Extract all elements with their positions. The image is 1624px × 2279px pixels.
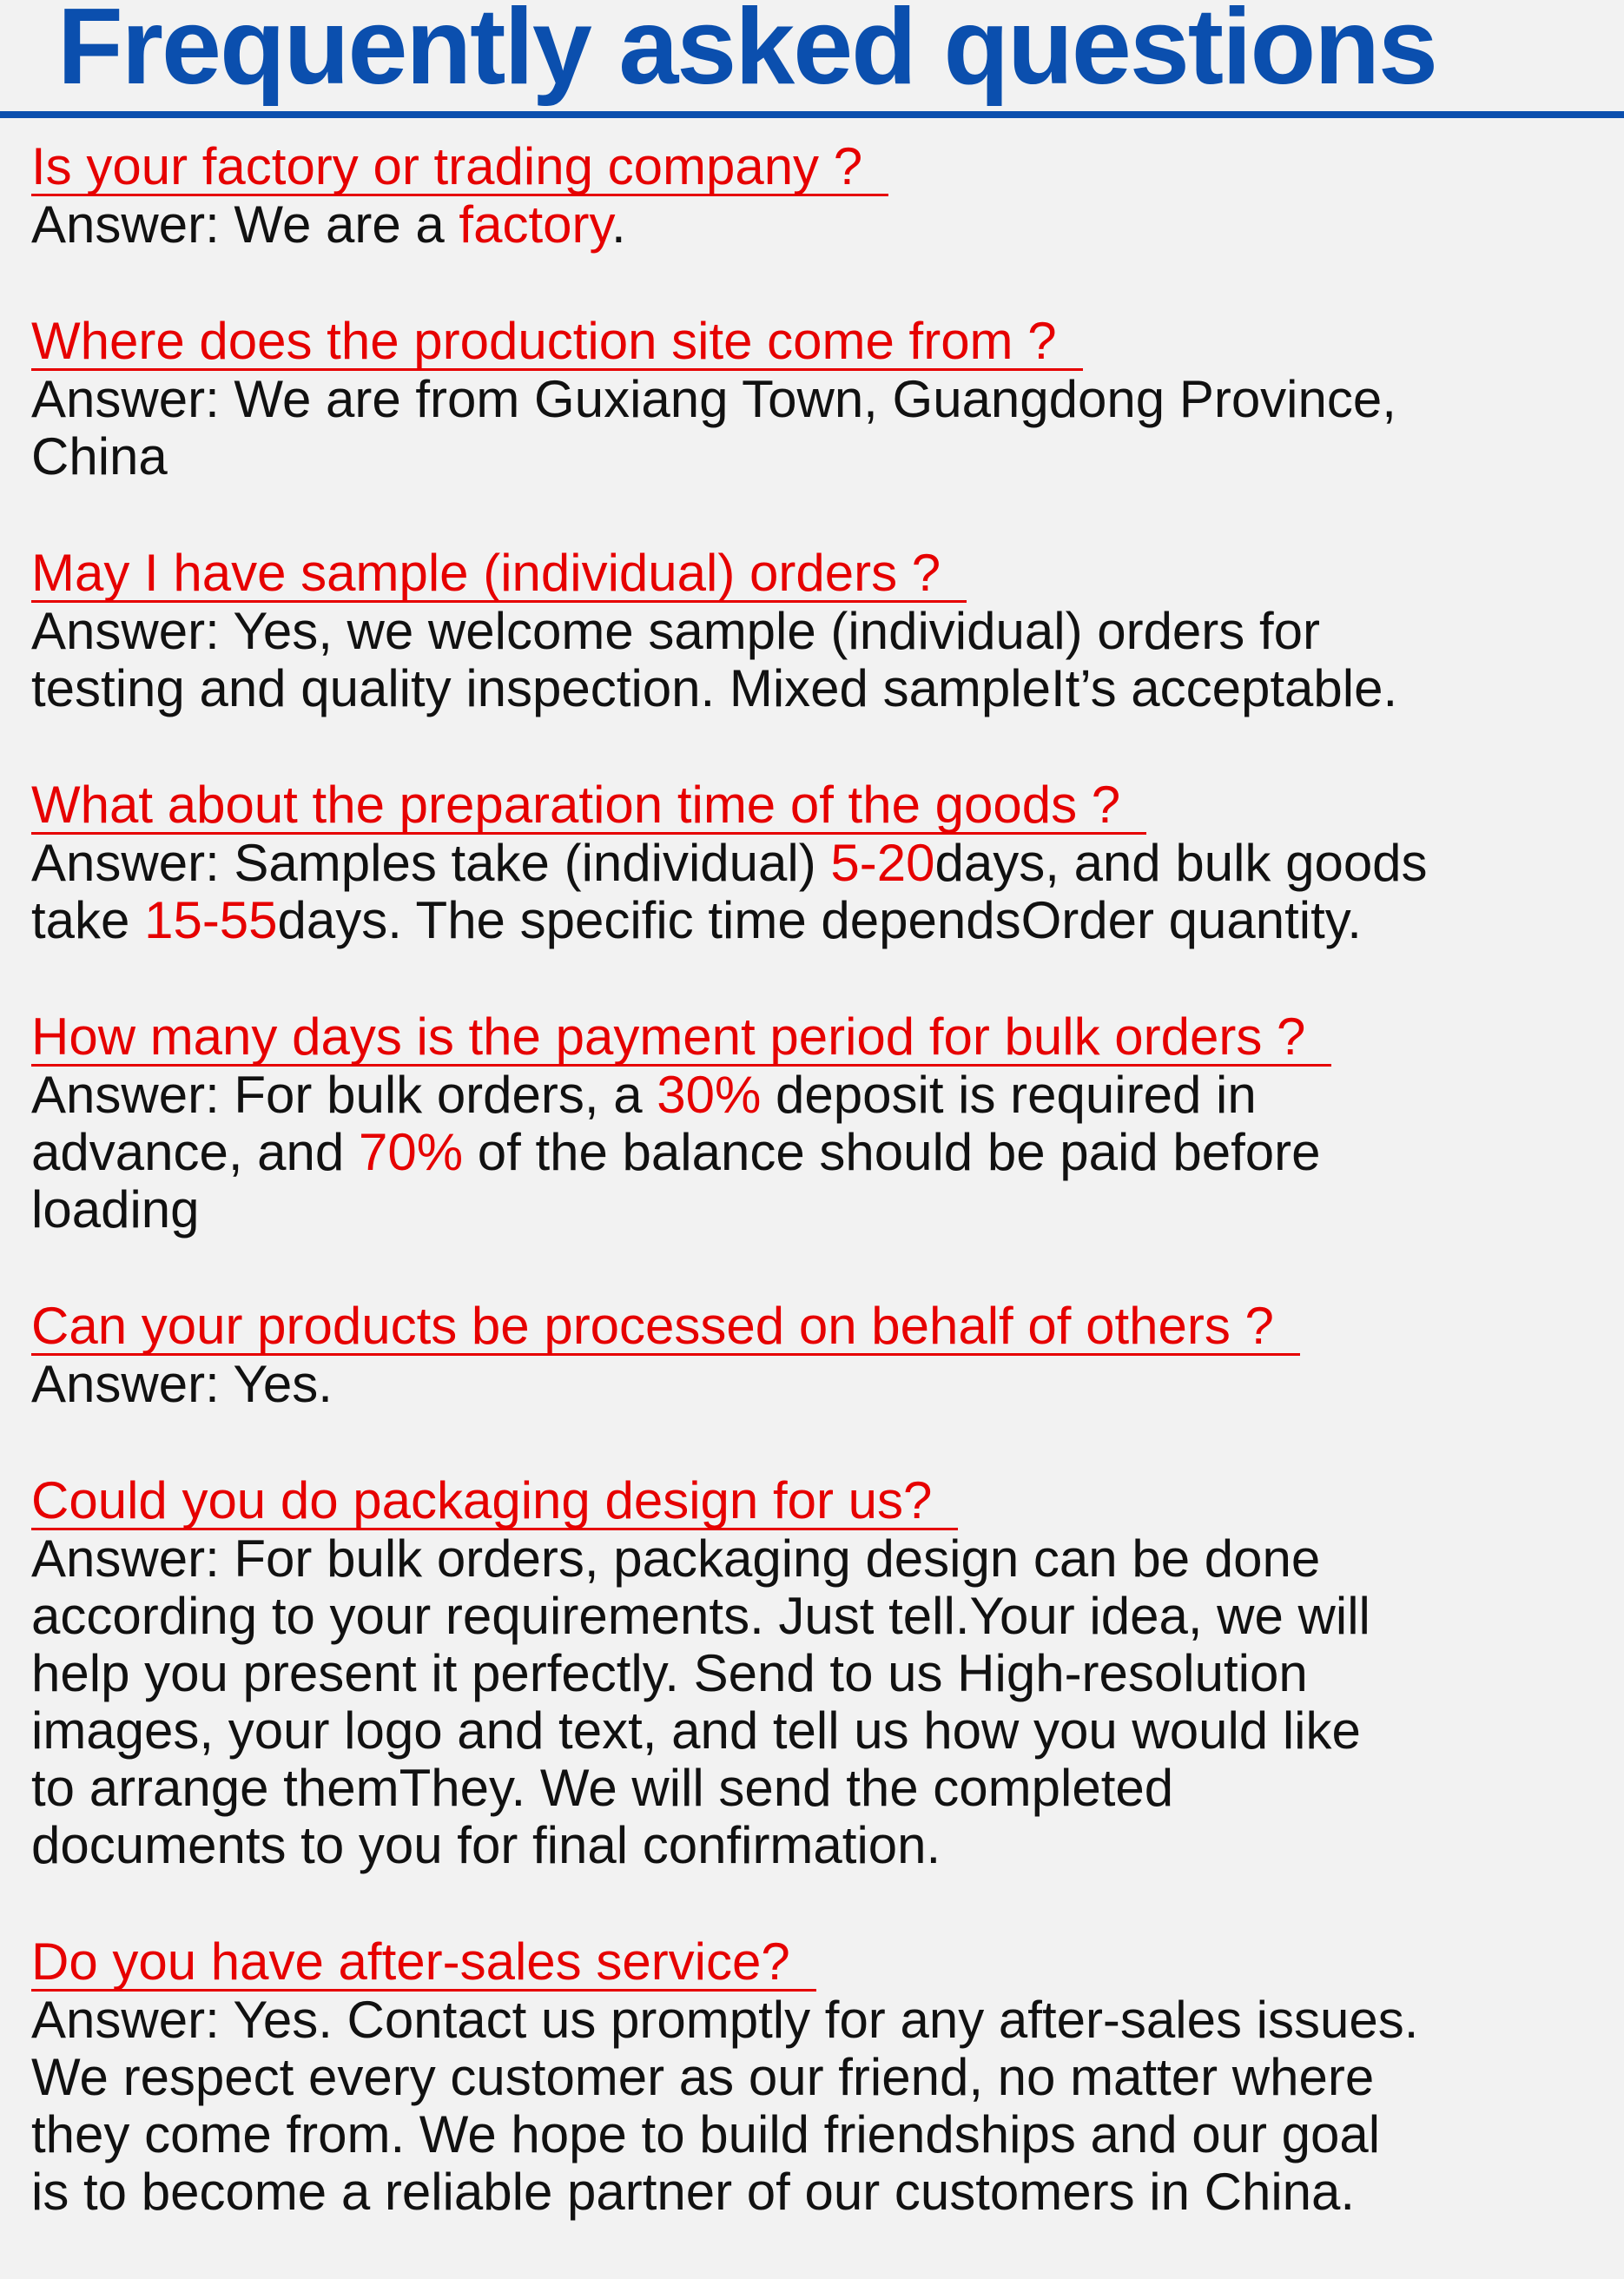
- faq-answer: Answer: Yes.: [31, 1355, 333, 1413]
- faq-answer: Answer: For bulk orders, packaging design can be done according to your requirements. Just tell.Your idea, we will help you present it perfectly. Send to us High-resolution images, your logo and text, and tell us how you would like to arrange themThey. We will send the completed documents to you for final confirmation.: [31, 1529, 1370, 1874]
- faq-list: [31, 137, 1612, 2279]
- answer-highlight: 5-20: [830, 834, 935, 892]
- title-divider: [0, 111, 1624, 118]
- faq-question: Could you do packaging design for us?: [31, 1471, 1612, 1530]
- answer-highlight: factory: [459, 195, 612, 254]
- faq-item: [31, 1007, 1612, 1239]
- faq-question: What about the preparation time of the goods ?: [31, 776, 1612, 835]
- answer-highlight: 15-55: [144, 891, 278, 949]
- faq-answer: Answer: We are from Guxiang Town, Guangdong Province, China: [31, 370, 1396, 486]
- faq-question: Is your factory or trading company ?: [31, 137, 1612, 196]
- faq-item: [31, 776, 1612, 949]
- faq-answer: Answer: Yes, we welcome sample (individual) orders for testing and quality inspection. Mixed sampleIt’s acceptable.: [31, 602, 1398, 717]
- faq-question: Can your products be processed on behalf of others ?: [31, 1297, 1612, 1356]
- faq-answer: Answer: Samples take (individual) 5-20days, and bulk goods take 15-55days. The specific time dependsOrder quantity.: [31, 834, 1428, 949]
- faq-answer: Answer: Yes. Contact us promptly for any after-sales issues. We respect every customer as our friend, no matter where they come from. We hope to build friendships and our goal is to become a reliable partner of our customers in China.: [31, 1991, 1419, 2221]
- answer-highlight: 30%: [657, 1066, 762, 1124]
- faq-header: [0, 0, 1624, 118]
- faq-question: Do you have after-sales service?: [31, 1932, 1612, 1992]
- faq-item: [31, 1932, 1612, 2221]
- faq-item: [31, 137, 1612, 254]
- faq-answer: Answer: We are a factory.: [31, 195, 626, 254]
- page-title: Frequently asked questions: [57, 0, 1436, 107]
- faq-question: How many days is the payment period for bulk orders ?: [31, 1007, 1612, 1067]
- faq-question: Where does the production site come from ?: [31, 312, 1612, 371]
- answer-highlight: 70%: [358, 1123, 464, 1181]
- faq-answer: Answer: For bulk orders, a 30% deposit is required in advance, and 70% of the balance should be paid before loading: [31, 1066, 1321, 1239]
- faq-item: [31, 312, 1612, 486]
- faq-item: [31, 1471, 1612, 1874]
- faq-item: [31, 1297, 1612, 1413]
- faq-question: May I have sample (individual) orders ?: [31, 544, 1612, 603]
- faq-item: [31, 544, 1612, 717]
